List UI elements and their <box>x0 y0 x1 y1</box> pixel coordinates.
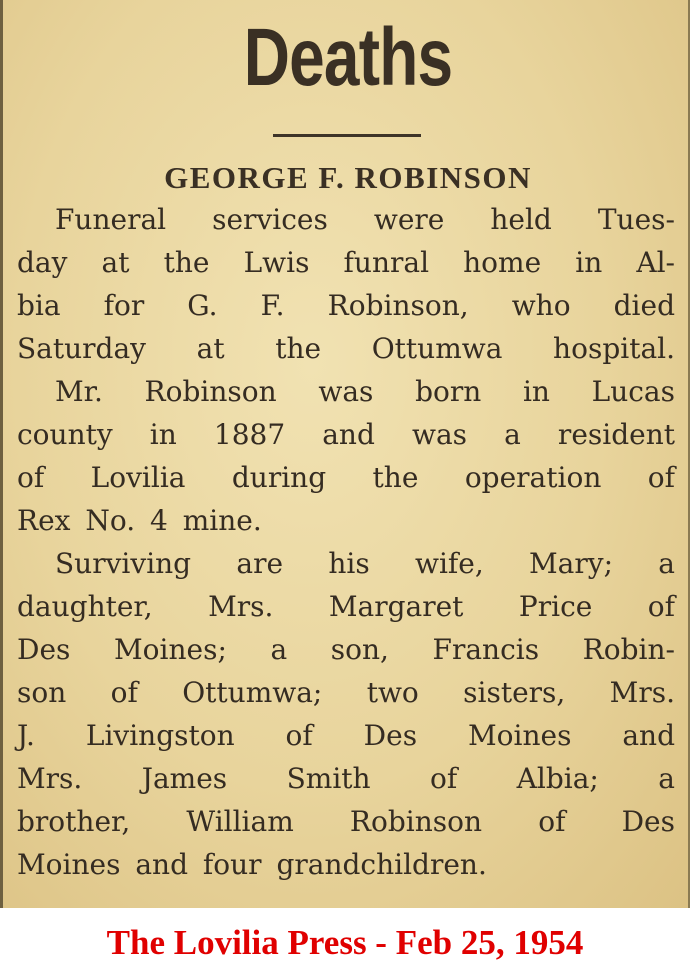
source-caption: The Lovilia Press - Feb 25, 1954 <box>106 923 584 962</box>
text-line: Funeral services were held Tues- <box>55 203 675 236</box>
text-line: bia for G. F. Robinson, who died <box>17 289 675 322</box>
text-line: brother, William Robinson of Des <box>17 805 675 838</box>
text-line: J. Livingston of Des Moines and <box>17 719 675 752</box>
text-line: Surviving are his wife, Mary; a <box>55 547 675 580</box>
text-line: Mrs. James Smith of Albia; a <box>17 762 675 795</box>
text-line: Saturday at the Ottumwa hospital. <box>17 332 675 365</box>
obituary-name: GEORGE F. ROBINSON <box>164 160 532 195</box>
text-line: daughter, Mrs. Margaret Price of <box>17 590 675 623</box>
text-line: Mr. Robinson was born in Lucas <box>55 375 675 408</box>
text-line: son of Ottumwa; two sisters, Mrs. <box>17 676 675 709</box>
text-line: county in 1887 and was a resident <box>17 418 675 451</box>
heading-divider <box>273 134 421 137</box>
text-line: Rex No. 4 mine. <box>17 504 262 537</box>
text-line: of Lovilia during the operation of <box>17 461 675 494</box>
text-line: Moines and four grandchildren. <box>17 848 487 881</box>
section-heading: Deaths <box>243 12 453 103</box>
text-line: Des Moines; a son, Francis Robin- <box>17 633 675 666</box>
text-line: day at the Lwis funral home in Al- <box>17 246 675 279</box>
